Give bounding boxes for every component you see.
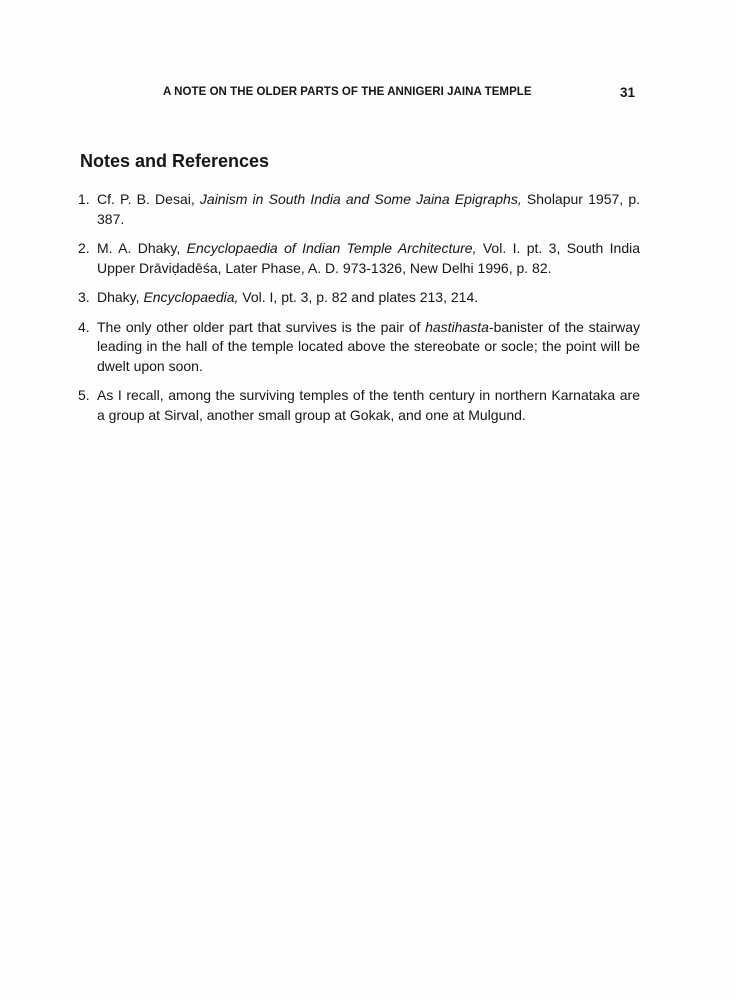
note-text-post: Sholapur 1957, p. 387. <box>97 191 640 227</box>
note-text-post: -banister of the stairway leading in the hall of the temple located above the stereobate or socle; the point will be dwelt upon soon. <box>97 318 641 374</box>
note-item <box>78 318 640 377</box>
note-item <box>78 190 640 229</box>
note-citation-title: Jainism in South India and Some Jaina Epigraphs, <box>199 191 522 207</box>
note-text-pre: Dhaky, <box>97 289 144 305</box>
note-item <box>78 386 640 425</box>
note-citation-title: Encyclopaedia, <box>143 289 239 305</box>
note-number: 3. <box>78 289 90 305</box>
note-text <box>97 191 640 227</box>
note-text-pre: M. A. Dhaky, <box>97 240 187 256</box>
note-number: 2. <box>78 240 90 256</box>
note-text <box>97 319 640 374</box>
section-title: Notes and References <box>80 151 270 171</box>
note-number: 1. <box>78 191 90 207</box>
note-item <box>78 239 640 278</box>
note-number: 5. <box>78 387 90 403</box>
note-text-pre: The only other older part that survives is the pair of <box>97 318 426 335</box>
page-number: 31 <box>620 85 636 100</box>
note-text-post: Vol. I. pt. 3, South India Upper Drāviḍadēśa, Later Phase, A. D. 973-1326, New Delhi 1996, p. 82. <box>97 240 641 276</box>
note-item <box>78 288 640 308</box>
running-head: A NOTE ON THE OLDER PARTS OF THE ANNIGERI JAINA TEMPLE <box>163 86 532 98</box>
note-number: 4. <box>78 318 90 335</box>
note-text-pre: Cf. P. B. Desai, <box>97 191 200 207</box>
note-text <box>97 240 640 276</box>
note-text-post: Vol. I, pt. 3, p. 82 and plates 213, 214. <box>238 289 479 305</box>
note-text <box>97 387 640 423</box>
notes-list <box>78 190 640 435</box>
note-citation-title: Encyclopaedia of Indian Temple Architecture, <box>186 240 477 256</box>
note-term: hastihasta <box>425 318 489 335</box>
note-text-pre: As I recall, among the surviving temples of the tenth century in northern Karnataka are a group at Sirval, another small group at Gokak, and one at Mulgund. <box>97 387 640 423</box>
note-text <box>97 289 478 305</box>
